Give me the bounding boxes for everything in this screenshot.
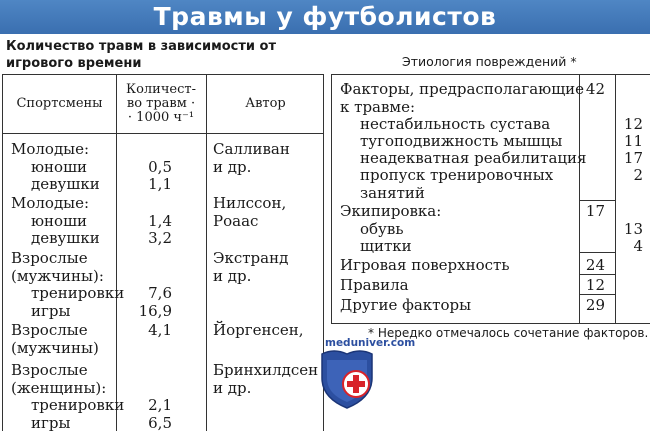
etiology-factor: [340, 81, 584, 116]
watermark-text: meduniver.com: [325, 337, 416, 349]
injury-count-value: 6,5: [148, 413, 172, 431]
factor-label: обувь: [360, 220, 404, 238]
header-count-line: Количест-: [126, 82, 196, 97]
factor-subcount: 12: [623, 115, 643, 133]
sportsmen-label: Молодые:: [11, 194, 90, 212]
etiology-factor: [340, 238, 412, 256]
etiology-factor: [340, 257, 510, 275]
factor-label: занятий: [360, 183, 425, 202]
author-name: и др.: [213, 378, 252, 397]
factor-label: к травме:: [340, 97, 416, 116]
factor-subcount: 17: [623, 149, 643, 167]
sportsmen-label: Взрослые: [11, 249, 88, 267]
author-name: и др.: [213, 157, 252, 176]
injury-count-cell: [116, 195, 172, 248]
sportsmen-group: [11, 250, 124, 320]
author-name: Бринхилдсен: [213, 361, 319, 379]
sportsmen-label: Молодые:: [11, 140, 90, 158]
factor-total: 12: [585, 276, 605, 294]
injury-rate-table: [2, 74, 324, 431]
header-divider: [3, 133, 323, 134]
sportsmen-label: (мужчины):: [11, 266, 104, 285]
injury-etiology-table: [331, 74, 650, 324]
injury-count-cell: [116, 141, 172, 194]
injury-count-cell: [116, 362, 172, 431]
injury-count-value: [116, 250, 172, 268]
factor-label: щитки: [360, 237, 412, 255]
left-table-caption: Количество травм в зависимости от игрового времени: [6, 39, 276, 71]
sportsmen-label: юноши: [31, 211, 88, 230]
row-divider: [579, 200, 615, 201]
etiology-factor: [340, 167, 553, 202]
author-name: и др.: [213, 266, 252, 285]
factor-label: Правила: [340, 276, 409, 294]
author-name: Йоргенсен,: [213, 321, 304, 339]
header-author: Автор: [245, 96, 286, 111]
title-banner: [0, 0, 650, 34]
sportsmen-group: [11, 141, 100, 194]
sportsmen-label: девушки: [31, 175, 100, 193]
column-divider: [615, 75, 616, 323]
injury-count-value: 1,4: [148, 211, 172, 230]
factor-label: неадекватная реабилитация: [360, 149, 587, 167]
sportsmen-group: [11, 322, 99, 357]
injury-count-value: 7,6: [148, 284, 172, 302]
author-name: Экстранд: [213, 249, 289, 267]
header-sportsmen: Спортсмены: [16, 96, 103, 111]
injury-count-value: 4,1: [148, 321, 172, 339]
column-divider: [206, 75, 207, 431]
injury-count-value: 2,1: [148, 396, 172, 414]
factor-subcount: 2: [633, 166, 643, 184]
footnote: * Нередко отмечалось сочетание факторов.: [368, 326, 649, 340]
header-count-line: · 1000 ч⁻¹: [127, 110, 195, 125]
header-injury-count: [116, 83, 206, 125]
row-divider: [579, 252, 615, 253]
etiology-factor: [340, 150, 587, 168]
factor-total: 42: [585, 80, 605, 98]
factor-label: тугоподвижность мышцы: [360, 132, 563, 150]
injury-count-value: [116, 268, 172, 286]
factor-label: пропуск тренировочных: [360, 166, 554, 184]
author-name: Нилссон,: [213, 194, 287, 212]
author-cell: [213, 195, 286, 230]
injury-count-value: 3,2: [148, 229, 172, 247]
author-name: Салливан: [213, 140, 290, 158]
etiology-factor: [340, 203, 441, 221]
etiology-factor: [340, 221, 404, 239]
author-name: Роаас: [213, 211, 259, 230]
sportsmen-group: [11, 195, 100, 248]
etiology-factor: [340, 116, 550, 134]
injury-count-cell: [116, 322, 172, 357]
injury-count-value: 0,5: [148, 157, 172, 176]
factor-label: Игровая поверхность: [340, 256, 510, 274]
sportsmen-label: игры: [31, 301, 71, 320]
factor-total: 17: [585, 202, 605, 220]
factor-subcount: 13: [623, 220, 643, 238]
factor-label: Факторы, предрасполагающие: [340, 80, 585, 98]
sportsmen-label: (женщины):: [11, 378, 107, 397]
author-cell: [213, 250, 288, 285]
injury-count-value: [116, 141, 172, 159]
factor-label: Другие факторы: [340, 296, 472, 314]
factor-total: 24: [585, 256, 605, 274]
sportsmen-group: [11, 362, 124, 431]
etiology-factor: [340, 277, 409, 295]
sportsmen-label: (мужчины): [11, 338, 99, 357]
sportsmen-label: тренировки: [31, 396, 125, 414]
page-title: Травмы у футболистов: [153, 2, 497, 31]
author-cell: [213, 362, 318, 397]
header-count-line: во травм ·: [126, 96, 196, 111]
sportsmen-label: юноши: [31, 157, 88, 176]
etiology-factor: [340, 133, 562, 151]
injury-count-value: [116, 362, 172, 380]
sportsmen-label: Взрослые: [11, 321, 88, 339]
meduniver-logo-icon: [318, 348, 376, 410]
factor-total: 29: [585, 296, 605, 314]
right-table-caption: Этиология повреждений *: [402, 54, 577, 69]
injury-count-value: [116, 380, 172, 398]
injury-count-value: [116, 340, 172, 358]
injury-count-value: [116, 195, 172, 213]
factor-subcount: 11: [623, 132, 643, 150]
injury-count-value: 1,1: [148, 175, 172, 193]
sportsmen-label: Взрослые: [11, 361, 88, 379]
author-cell: [213, 322, 304, 340]
factor-label: Экипировка:: [340, 202, 442, 220]
etiology-factor: [340, 297, 471, 315]
sportsmen-label: игры: [31, 413, 71, 431]
sportsmen-label: девушки: [31, 229, 100, 247]
author-cell: [213, 141, 290, 176]
factor-label: нестабильность сустава: [360, 115, 551, 133]
sportsmen-label: тренировки: [31, 284, 125, 302]
injury-count-cell: [116, 250, 172, 320]
injury-count-value: 16,9: [138, 301, 172, 320]
factor-subcount: 4: [633, 237, 643, 255]
